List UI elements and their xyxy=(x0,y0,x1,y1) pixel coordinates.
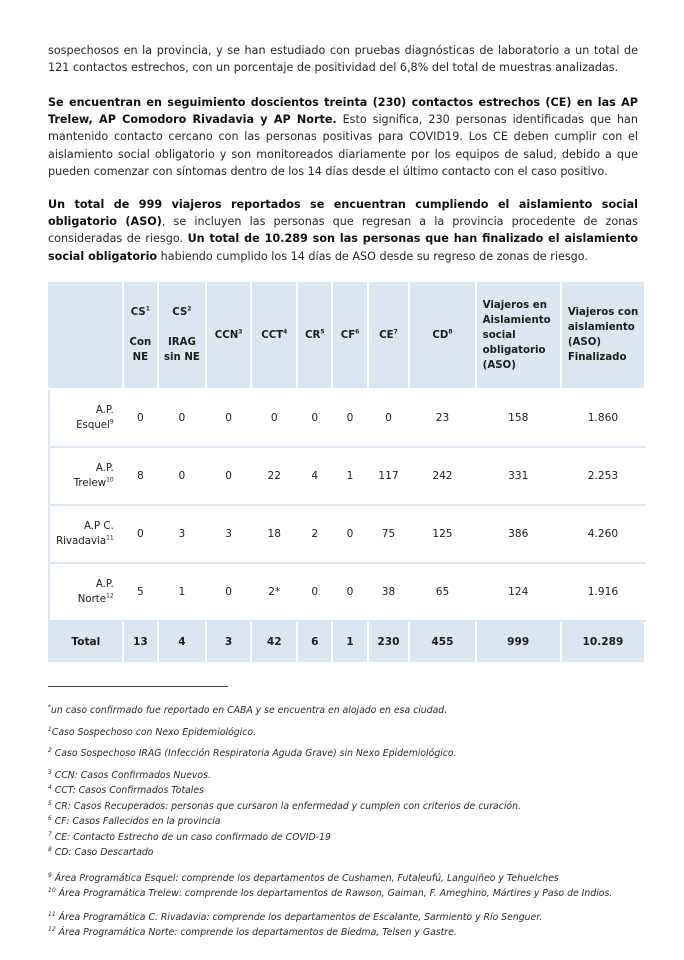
paragraph-viajeros xyxy=(48,196,638,265)
table-cell: 3 xyxy=(158,505,206,563)
footnote-mark: * xyxy=(48,703,51,711)
table-cell: 386 xyxy=(476,505,561,563)
header-cct: CCT$^4$ xyxy=(251,281,297,389)
footnote-item xyxy=(48,925,648,941)
paragraph-text: Esto significa, 230 personas identificadas que han mantenido contacto cercano con las personas positivas para COVID19. Los CE deben cumplir con el aislamiento social obligatorio y son monitoreados diariamente por los equipos de salud, debido a que pueden comenzar con síntomas dentro de los 14 días desde el último contacto con el caso positivo. xyxy=(48,113,639,178)
table-cell: 0 xyxy=(368,389,410,447)
footnote-mark: 9 xyxy=(48,871,52,879)
table-cell: 23 xyxy=(409,389,475,447)
table-cell: 0 xyxy=(123,505,158,563)
total-cell: 999 xyxy=(476,621,561,663)
footnote-text: CE: Contacto Estrecho de un caso confirmado de COVID-19 xyxy=(51,831,331,843)
table-cell: 158 xyxy=(476,389,561,447)
row-label: A.P. Esquel$^9$ xyxy=(49,389,123,447)
table-cell: 5 xyxy=(123,563,158,621)
paragraph-text: habiendo cumplido los 14 días de ASO desde su regreso de zonas de riesgo. xyxy=(157,249,588,263)
total-cell: 1 xyxy=(332,621,367,663)
header-cs-con-ne: $CS^1$ Con NE xyxy=(123,281,158,389)
footnote-text: CCT: Casos Confirmados Totales xyxy=(51,785,204,796)
footnote-item xyxy=(48,910,648,926)
footnote-item xyxy=(48,725,648,741)
paragraph-bold-text: Un total de 999 viajeros reportados se encuentran cumpliendo el aislamiento social obligatorio (ASO) xyxy=(48,198,638,229)
table-cell: 4 xyxy=(297,447,332,505)
table-cell: 75 xyxy=(368,505,410,563)
footnote-mark: 6 xyxy=(48,814,52,822)
total-cell: 6 xyxy=(297,621,332,663)
footnote-item xyxy=(48,746,648,762)
table-cell: 124 xyxy=(476,563,561,621)
paragraph-text: sospechosos en la provincia, y se han estudiado con pruebas diagnósticas de laboratorio a un total de 121 contactos estrechos, con un porcentaje de positividad del 6,8% del total de muestras analizadas. xyxy=(48,44,638,75)
table-cell: 18 xyxy=(251,505,297,563)
table-cell: 1 xyxy=(158,563,206,621)
header-ccn: CCN$^3$ xyxy=(206,281,252,389)
table-row xyxy=(49,447,645,505)
footnotes xyxy=(48,703,648,941)
footnote-item xyxy=(48,703,648,719)
footnote-text: Área Programática Esquel: comprende los departamentos de Cushamen, Futaleufú, Languiñeo y Tehuelches xyxy=(51,872,559,884)
footnote-mark: 7 xyxy=(48,830,52,838)
row-label: A.P. Norte$^{12}$ xyxy=(49,563,123,621)
table-cell: 0 xyxy=(158,447,206,505)
table-cell: 0 xyxy=(206,389,252,447)
total-cell: 455 xyxy=(409,621,475,663)
paragraph-text: , se incluyen las personas que regresan a la provincia procedente de zonas consideradas de riesgo. xyxy=(48,215,638,246)
header-cf: $CF^6$ xyxy=(332,281,367,389)
total-cell: 10.289 xyxy=(561,621,645,663)
paragraph-bold-text: Un total de 10.289 son las personas que han finalizado el aislamiento social obligatorio xyxy=(48,232,638,263)
table-row xyxy=(49,563,645,621)
table-cell: 2 xyxy=(297,505,332,563)
footnote-item xyxy=(48,783,648,799)
table-cell: 0 xyxy=(297,563,332,621)
table-cell: 242 xyxy=(409,447,475,505)
footnote-mark: 1 xyxy=(48,725,52,733)
header-viajeros-aso: Viajeros en Aislamiento social obligatorio (ASO) xyxy=(476,281,561,389)
footnote-item xyxy=(48,768,648,784)
total-cell: 3 xyxy=(206,621,252,663)
table-cell: 2* xyxy=(251,563,297,621)
footnote-item xyxy=(48,830,648,846)
header-ce: $CE^7$ xyxy=(368,281,410,389)
footnote-item xyxy=(48,799,648,815)
footnote-item xyxy=(48,814,648,830)
total-cell: 4 xyxy=(158,621,206,663)
table-cell: 2.253 xyxy=(561,447,645,505)
header-cd: $CD^8$ xyxy=(409,281,475,389)
footnote-mark: 4 xyxy=(48,783,52,791)
table-cell: 8 xyxy=(123,447,158,505)
footnote-item xyxy=(48,871,648,887)
paragraph-contactos-estrechos xyxy=(48,94,638,180)
table-cell: 0 xyxy=(297,389,332,447)
header-empty-cell xyxy=(49,281,123,389)
paragraph-bold-text: Se encuentran en seguimiento doscientos treinta (230) contactos estrechos (CE) en las AP Trelew, AP Comodoro Rivadavia y AP Norte. xyxy=(48,96,638,127)
footnote-text: un caso confirmado fue reportado en CABA y se encuentra en alojado en esa ciudad. xyxy=(51,705,448,716)
table-cell: 1 xyxy=(332,447,367,505)
footnote-text: CCN: Casos Confirmados Nuevos. xyxy=(51,769,211,781)
paragraph-positividad xyxy=(48,42,638,76)
footnote-text: CR: Casos Recuperados: personas que cursaron la enfermedad y cumplen con criterios de curación. xyxy=(51,800,521,812)
total-cell: 13 xyxy=(123,621,158,663)
footnote-text: Área Programática Norte: comprende los departamentos de Biedma, Telsen y Gastre. xyxy=(55,927,457,938)
footnote-mark: 8 xyxy=(48,845,52,853)
table-cell: 331 xyxy=(476,447,561,505)
table-row xyxy=(49,389,645,447)
table-cell: 117 xyxy=(368,447,410,505)
row-label: A.P C. Rivadavia$^{11}$ xyxy=(49,505,123,563)
header-cr: $CR^5$ xyxy=(297,281,332,389)
footnote-text: CF: Casos Fallecidos en la provincia xyxy=(51,816,221,827)
total-cell: 42 xyxy=(251,621,297,663)
footnote-item xyxy=(48,886,648,902)
table-cell: 38 xyxy=(368,563,410,621)
table-cell: 0 xyxy=(206,563,252,621)
table-cell: 1.916 xyxy=(561,563,645,621)
row-label: A.P. Trelew$^{10}$ xyxy=(49,447,123,505)
footnote-text: Caso Sospechoso con Nexo Epidemiológico. xyxy=(51,726,257,738)
footnote-mark: 10 xyxy=(48,886,56,894)
table-cell: 0 xyxy=(158,389,206,447)
footnote-text: Área Programática Trelew: comprende los departamentos de Rawson, Gaiman, F. Ameghino, Mártires y Paso de Indios. xyxy=(55,888,613,899)
table-cell: 1.860 xyxy=(561,389,645,447)
total-cell: 230 xyxy=(368,621,410,663)
table-cell: 125 xyxy=(409,505,475,563)
footnote-item xyxy=(48,845,648,861)
footnote-text: Área Programática C. Rivadavia: comprende los departamentos de Escalante, Sarmiento y Río Senguer. xyxy=(55,911,543,923)
table-total-row xyxy=(49,621,645,663)
cases-table xyxy=(48,280,646,664)
footnote-mark: 11 xyxy=(48,910,56,918)
table-cell: 4.260 xyxy=(561,505,645,563)
footnote-mark: 2 xyxy=(48,746,52,754)
table-cell: 0 xyxy=(332,389,367,447)
table-cell: 0 xyxy=(332,563,367,621)
table-cell: 0 xyxy=(206,447,252,505)
total-label: Total xyxy=(49,621,123,663)
footnote-divider xyxy=(48,686,228,687)
footnote-text: CD: Caso Descartado xyxy=(51,847,154,858)
table-cell: 0 xyxy=(123,389,158,447)
footnote-mark: 12 xyxy=(48,925,56,933)
table-cell: 3 xyxy=(206,505,252,563)
footnote-text: Caso Sospechoso IRAG (Infección Respiratoria Aguda Grave) sin Nexo Epidemiológico. xyxy=(51,748,457,759)
table-cell: 0 xyxy=(251,389,297,447)
header-viajeros-finalizado: Viajeros con aislamiento (ASO) Finalizado xyxy=(561,281,645,389)
table-cell: 22 xyxy=(251,447,297,505)
table-cell: 0 xyxy=(332,505,367,563)
table-row xyxy=(49,505,645,563)
table-cell: 65 xyxy=(409,563,475,621)
header-cs-irag: $CS^2$ IRAG sin NE xyxy=(158,281,206,389)
footnote-mark: 3 xyxy=(48,768,52,776)
table-header-row xyxy=(49,281,645,389)
footnote-mark: 5 xyxy=(48,799,52,807)
